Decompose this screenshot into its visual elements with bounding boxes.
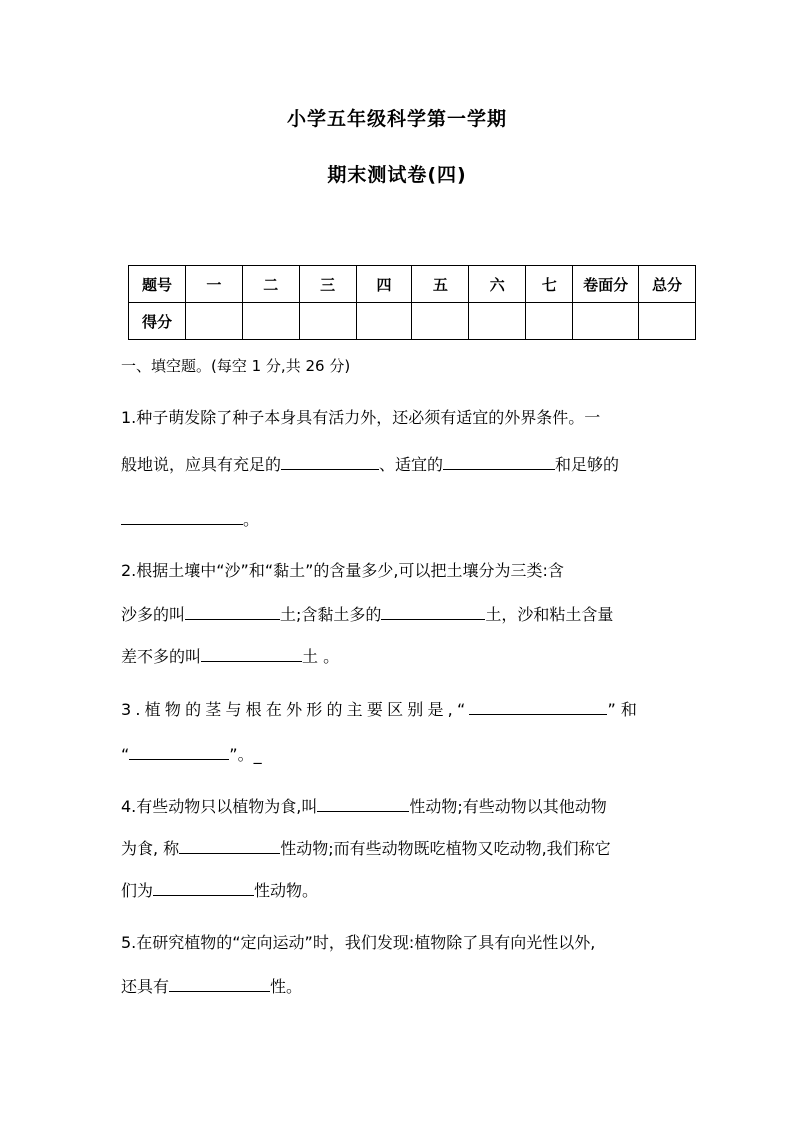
answer-blank[interactable]: [443, 453, 555, 470]
q3-text: ”。_: [229, 745, 262, 764]
score-cell[interactable]: [639, 303, 696, 340]
score-cell[interactable]: [469, 303, 526, 340]
q2-line1: 2.根据土壤中“沙”和“黏土”的含量多少,可以把土壤分为三类:含: [121, 561, 564, 580]
q4-line1: [121, 795, 607, 817]
q2-text: 差不多的叫: [121, 647, 202, 666]
q1-text: 和足够的: [555, 455, 620, 474]
q5-text: 性。: [270, 977, 303, 996]
score-table-header-row: [129, 266, 696, 303]
q4-text: 性动物;有些动物以其他动物: [409, 797, 607, 816]
q3-line1: [121, 698, 637, 720]
q4-text: 们为: [121, 881, 154, 900]
q1-text: 般地说，应具有充足的: [121, 455, 282, 474]
header-cell: 题号: [129, 266, 186, 303]
q1-line1: 1.种子萌发除了种子本身具有活力外，还必须有适宜的外界条件。一: [121, 408, 601, 427]
q3-text: ” 和: [607, 700, 637, 719]
q1-line3: [121, 508, 259, 530]
q4-text: 性动物。: [254, 881, 319, 900]
q2-line2: [121, 603, 613, 625]
answer-blank[interactable]: [169, 975, 270, 992]
q1-text: 。: [243, 510, 260, 529]
q4-line3: [121, 879, 318, 901]
score-table-score-row: [129, 303, 696, 340]
header-cell: 七: [526, 266, 573, 303]
q5-line2: [121, 975, 302, 997]
q2-text: 沙多的叫: [121, 605, 186, 624]
q2-text: 土，沙和粘土含量: [485, 605, 614, 624]
q4-text: 为食, 称: [121, 839, 180, 858]
q5-text: 还具有: [121, 977, 170, 996]
score-row-label: 得分: [129, 303, 186, 340]
section-heading: 一、填空题。(每空 1 分,共 26 分): [121, 357, 351, 375]
answer-blank[interactable]: [317, 795, 409, 812]
score-cell[interactable]: [356, 303, 412, 340]
header-cell: 五: [412, 266, 469, 303]
score-cell[interactable]: [412, 303, 469, 340]
answer-blank[interactable]: [153, 879, 254, 896]
exam-title: 小学五年级科学第一学期: [286, 108, 507, 130]
header-cell: 一: [185, 266, 242, 303]
score-cell[interactable]: [526, 303, 573, 340]
answer-blank[interactable]: [129, 743, 229, 760]
q2-text: 土;含黏土多的: [280, 605, 382, 624]
score-table: [128, 265, 696, 340]
header-cell: 二: [242, 266, 299, 303]
q1-line2: [121, 453, 619, 475]
q4-line2: [121, 837, 611, 859]
q3-text: “: [121, 745, 130, 764]
score-cell[interactable]: [299, 303, 356, 340]
q2-text: 土 。: [302, 647, 340, 666]
answer-blank[interactable]: [281, 453, 379, 470]
score-cell[interactable]: [185, 303, 242, 340]
answer-blank[interactable]: [179, 837, 280, 854]
answer-blank[interactable]: [121, 508, 243, 525]
answer-blank[interactable]: [201, 645, 302, 662]
q2-line3: [121, 645, 339, 667]
header-cell: 三: [299, 266, 356, 303]
q1-text: 、适宜的: [379, 455, 444, 474]
exam-subtitle: 期末测试卷(四): [327, 164, 467, 186]
score-cell[interactable]: [242, 303, 299, 340]
answer-blank[interactable]: [381, 603, 485, 620]
q4-text: 4.有些动物只以植物为食,叫: [121, 797, 318, 816]
header-cell: 六: [469, 266, 526, 303]
q3-text: 3.植物的茎与根在外形的主要区别是,“: [121, 700, 470, 719]
header-cell: 总分: [639, 266, 696, 303]
header-cell: 四: [356, 266, 412, 303]
score-cell[interactable]: [573, 303, 639, 340]
q5-line1: 5.在研究植物的“定向运动”时，我们发现:植物除了具有向光性以外,: [121, 933, 596, 952]
answer-blank[interactable]: [469, 698, 607, 715]
q4-text: 性动物;而有些动物既吃植物又吃动物,我们称它: [280, 839, 611, 858]
answer-blank[interactable]: [185, 603, 280, 620]
q3-line2: [121, 743, 262, 765]
header-cell: 卷面分: [573, 266, 639, 303]
